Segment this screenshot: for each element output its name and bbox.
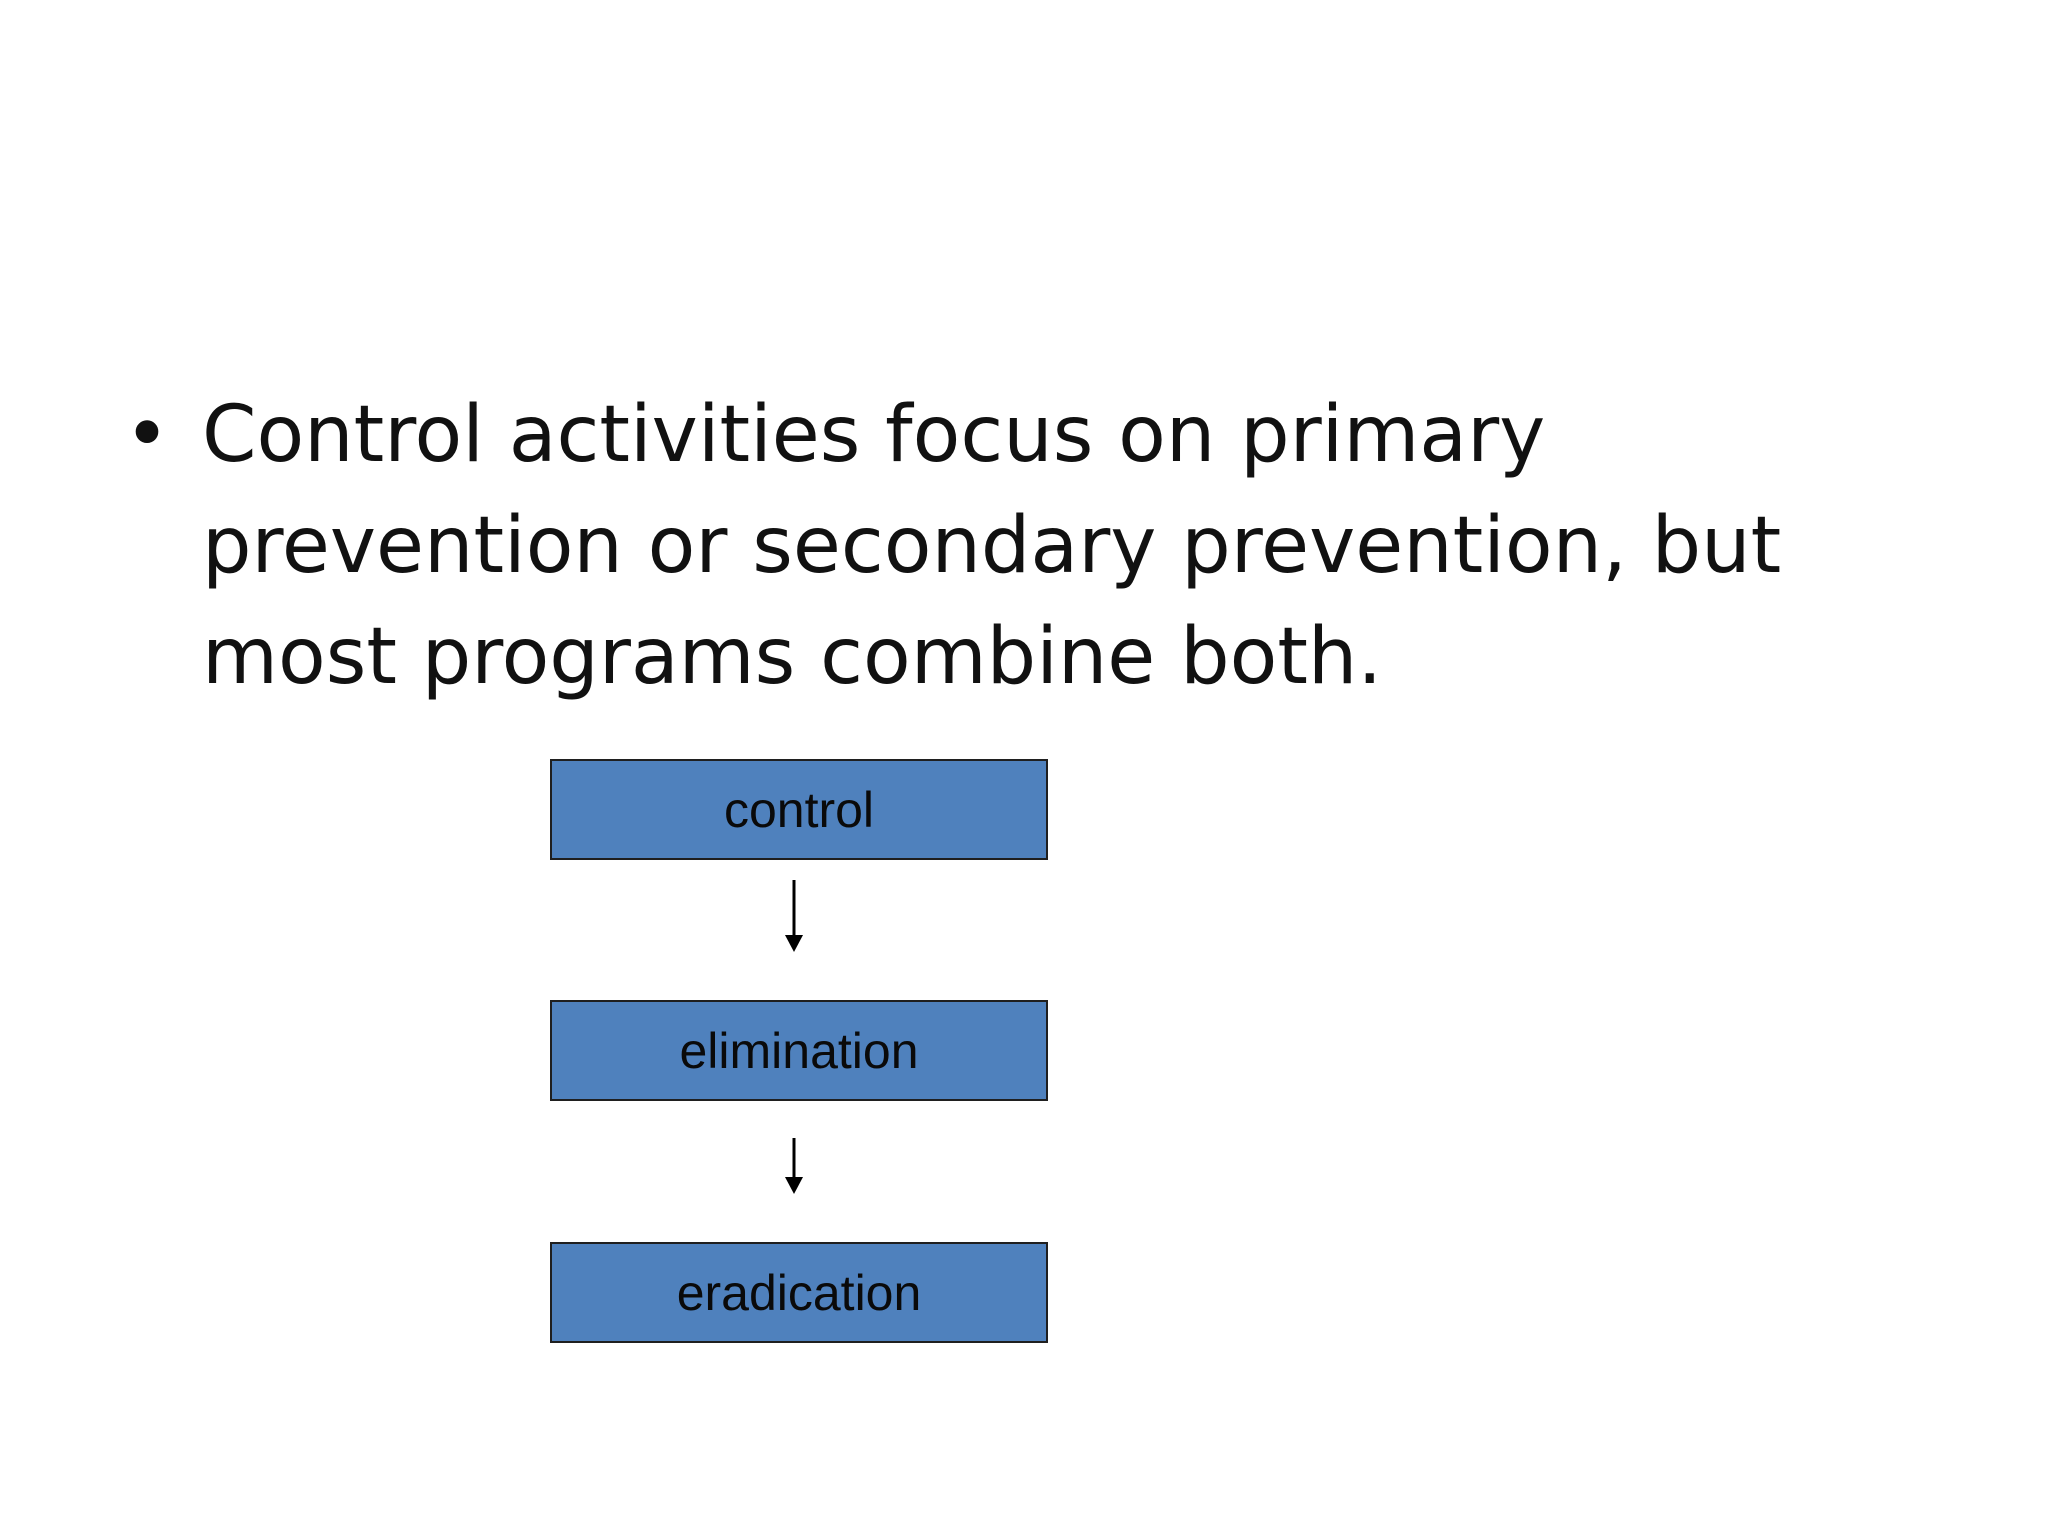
flow-node-eradication	[550, 1242, 1048, 1343]
bullet-dot-icon: •	[124, 390, 171, 480]
arrow-down-icon	[785, 1177, 803, 1194]
flow-node-elimination	[550, 1000, 1048, 1101]
bullet-text: Control activities focus on primary prevention or secondary prevention, but most programs combine both.	[202, 390, 1782, 702]
flow-node-label: eradication	[676, 1264, 922, 1321]
flow-node-label: control	[723, 781, 875, 838]
flow-node-label: elimination	[679, 1022, 919, 1079]
arrow-control-to-elimination	[785, 880, 803, 952]
flow-node-control	[550, 759, 1048, 860]
arrow-elimination-to-eradication	[785, 1138, 803, 1194]
bullet-item	[124, 380, 1964, 713]
arrow-down-icon	[785, 935, 803, 952]
bullet-list	[124, 380, 1964, 713]
